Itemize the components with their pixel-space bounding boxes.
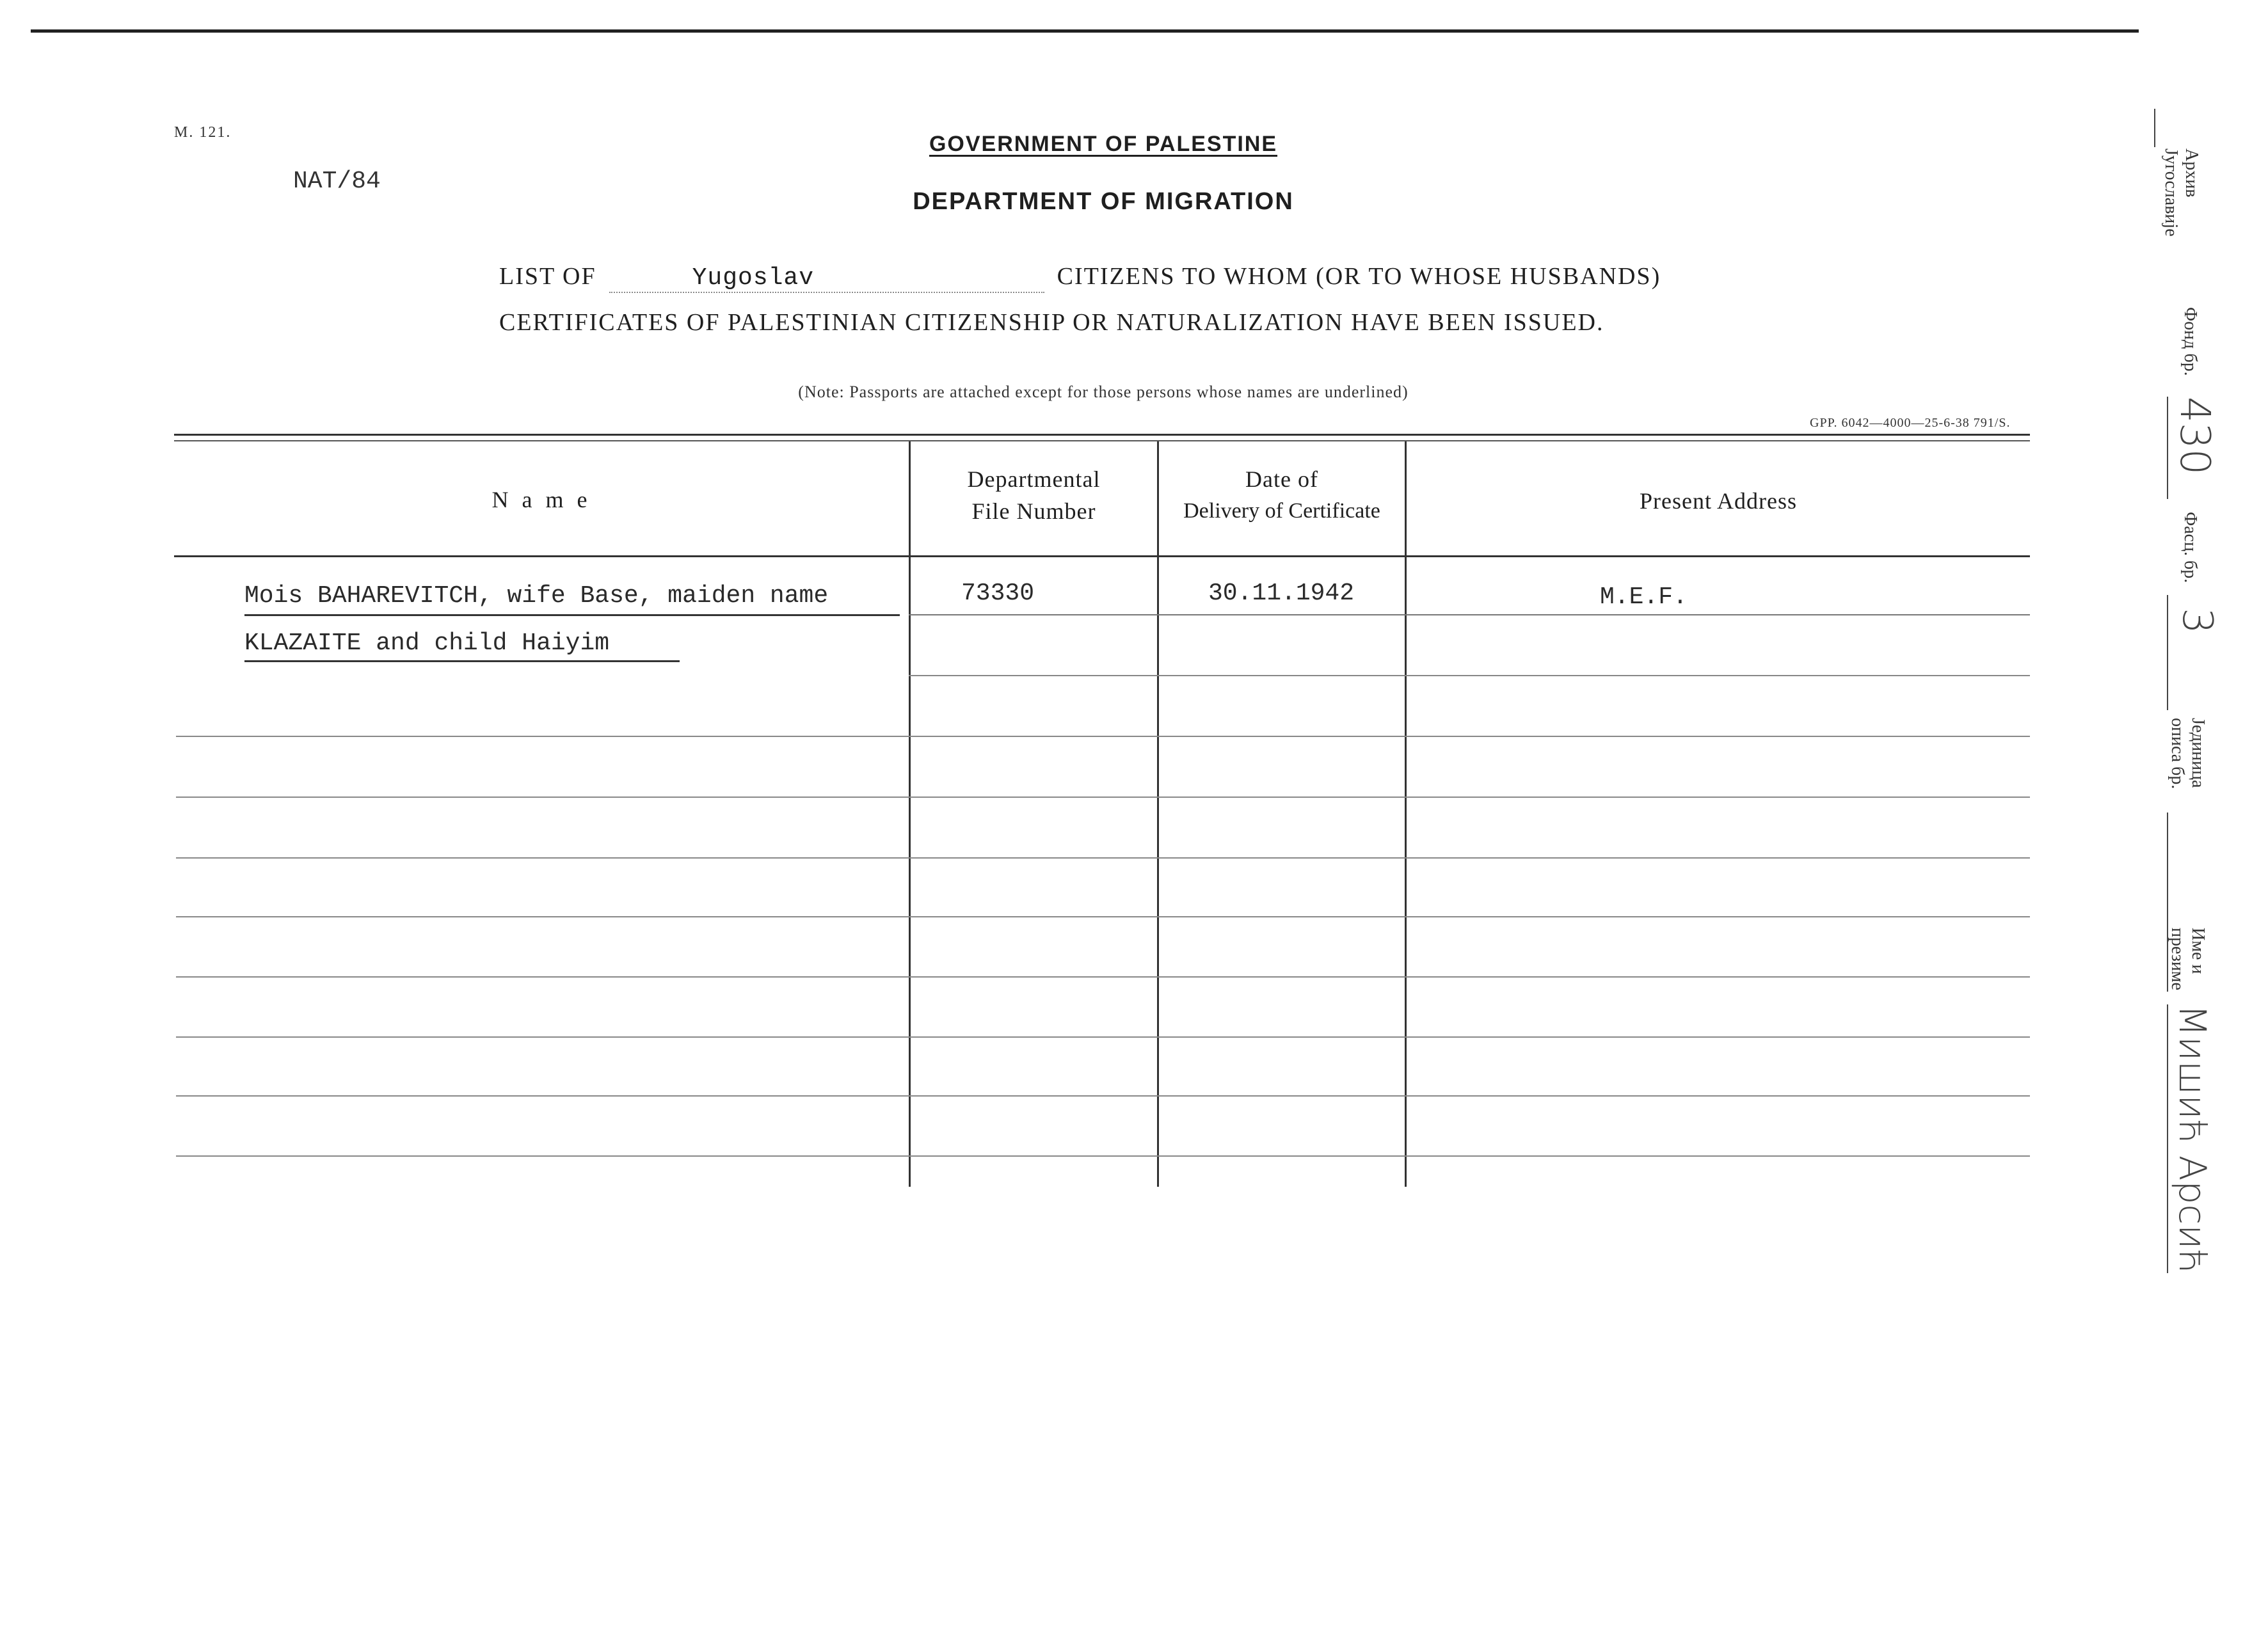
unit-label-line1: Јединица <box>2188 718 2208 788</box>
entry-name-line1: Mois BAHAREVITCH, wife Base, maiden name <box>244 582 829 610</box>
archive-stamp <box>2131 96 2240 1280</box>
fasc-value: 3 <box>2173 608 2221 634</box>
fasc-label: Фасц. бр. <box>2180 512 2200 583</box>
header-name: N a m e <box>491 487 591 512</box>
archive-title-line2: Југославије <box>2161 148 2181 237</box>
entry-address: M.E.F. <box>1600 583 1688 611</box>
stamp-rule-top <box>2154 109 2155 147</box>
ruled-line <box>176 1036 2030 1038</box>
fond-line <box>2167 397 2168 499</box>
ruled-line <box>176 797 2030 798</box>
ruled-line <box>176 857 2030 859</box>
ruled-line <box>176 976 2030 978</box>
archivist-name: Мишић Арсић <box>2171 1004 2214 1274</box>
name-underline-2 <box>244 660 680 662</box>
header-address: Present Address <box>1640 488 1797 514</box>
ruled-line <box>176 1155 2030 1157</box>
entry-date: 30.11.1942 <box>1208 580 1355 607</box>
header-file-number-line2: File Number <box>971 498 1096 524</box>
list-statement-line1 <box>499 262 1661 293</box>
printer-code: GPP. 6042—4000—25-6-38 791/S. <box>1810 416 2011 430</box>
entry-name-line2: KLAZAITE and child Haiyim <box>244 630 610 657</box>
government-title: GOVERNMENT OF PALESTINE <box>929 132 1278 156</box>
name-label-line1: Име и <box>2188 928 2208 974</box>
name-underline-1 <box>244 614 900 616</box>
archive-title <box>2160 148 2201 237</box>
unit-label-line2: описа бр. <box>2168 718 2187 789</box>
department-heading: DEPARTMENT OF MIGRATION <box>913 188 1294 215</box>
column-divider-1 <box>909 441 911 1187</box>
ruled-line <box>909 614 2030 615</box>
table-top-rule <box>174 434 2030 436</box>
fond-value: 430 <box>2171 397 2218 475</box>
form-number: M. 121. <box>174 124 232 141</box>
fond-label: Фонд бр. <box>2180 307 2200 376</box>
header-date-line1: Date of <box>1245 466 1318 492</box>
column-divider-2 <box>1157 441 1159 1187</box>
top-border-rule <box>31 29 2139 33</box>
government-heading <box>0 132 2207 157</box>
list-statement-line2: CERTIFICATES OF PALESTINIAN CITIZENSHIP OR NATURALIZATION HAVE BEEN ISSUED. <box>499 309 1604 336</box>
list-prefix: LIST OF <box>499 263 596 290</box>
table-top-rule-inner <box>174 440 2030 441</box>
header-date <box>1159 463 1405 527</box>
entry-file-number: 73330 <box>961 580 1035 607</box>
header-file-number <box>911 463 1157 527</box>
ruled-line <box>909 675 2030 676</box>
ruled-line <box>176 1095 2030 1097</box>
header-bottom-rule <box>174 555 2030 557</box>
name-line <box>2167 1004 2168 1273</box>
name-label <box>2167 928 2208 990</box>
archive-title-line1: Архив <box>2182 148 2201 198</box>
ruled-line <box>176 916 2030 917</box>
header-file-number-line1: Departmental <box>967 466 1101 492</box>
passport-note: (Note: Passports are attached except for those persons whose names are underlined) <box>798 383 1409 401</box>
unit-label <box>2167 718 2208 789</box>
header-date-line2: Delivery of Certificate <box>1183 499 1380 523</box>
list-suffix: CITIZENS TO WHOM (OR TO WHOSE HUSBANDS) <box>1057 263 1661 290</box>
ruled-line <box>176 736 2030 737</box>
column-divider-3 <box>1405 441 1407 1187</box>
nationality-field: Yugoslav <box>609 264 1044 293</box>
fasc-line <box>2167 595 2168 710</box>
name-label-line2: презиме <box>2168 928 2187 990</box>
reference-number: NAT/84 <box>293 168 381 195</box>
